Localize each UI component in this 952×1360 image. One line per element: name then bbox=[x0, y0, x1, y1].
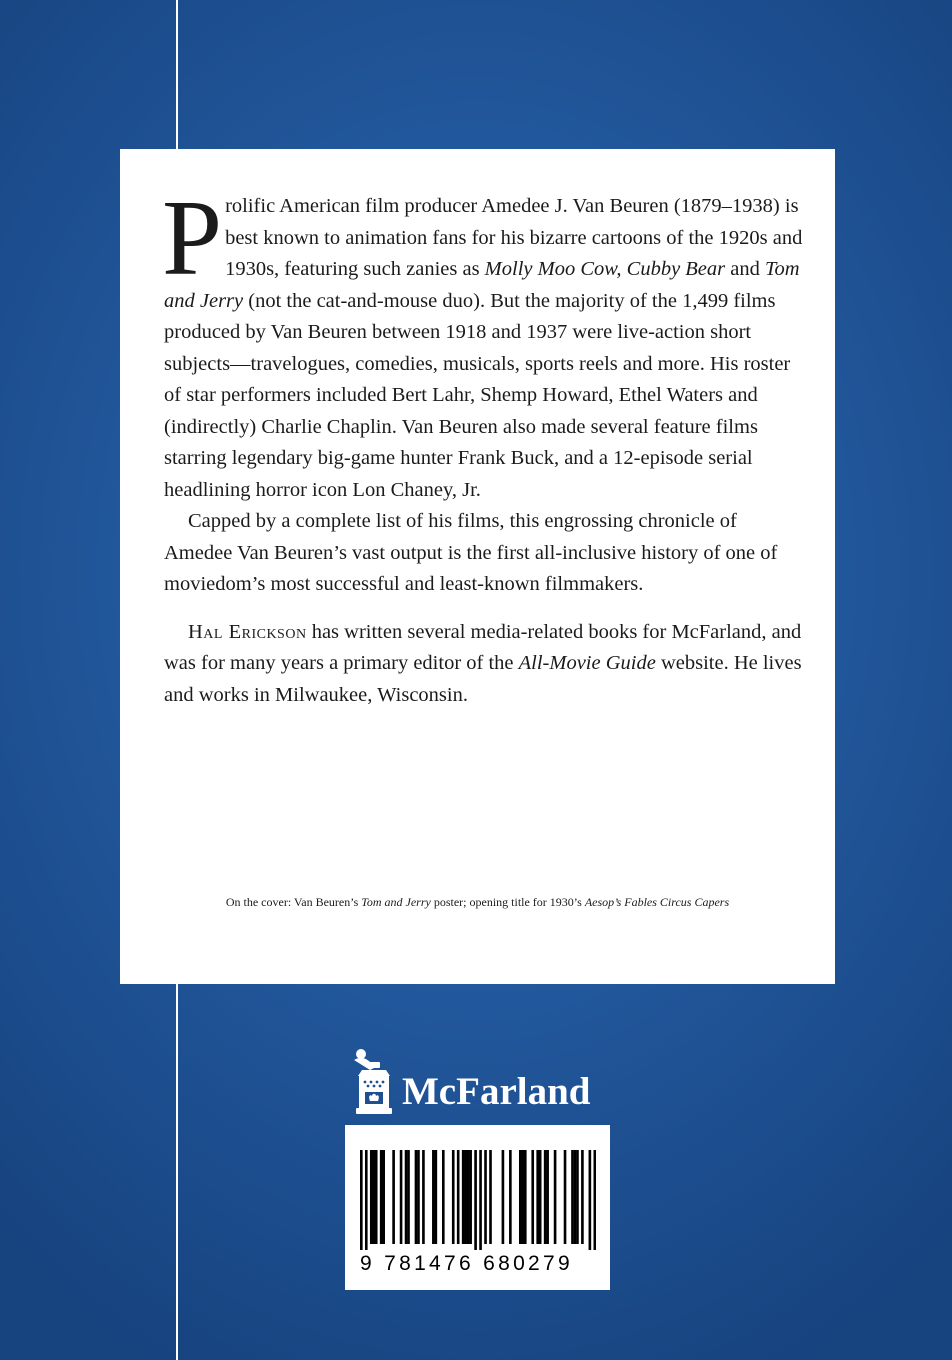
barcode-bar bbox=[400, 1150, 403, 1244]
barcode-bar bbox=[452, 1150, 455, 1244]
barcode-bar bbox=[462, 1150, 465, 1244]
publisher-logo bbox=[350, 1046, 610, 1118]
barcode-bar bbox=[417, 1150, 420, 1244]
cartoon-title: Tom and Jerry bbox=[164, 258, 800, 312]
barcode-bar bbox=[392, 1150, 395, 1244]
description-text-part: and bbox=[725, 258, 765, 280]
poster-title: Tom and Jerry bbox=[361, 895, 431, 909]
drop-cap: P bbox=[162, 179, 223, 298]
barcode-bar bbox=[531, 1150, 534, 1244]
barcode-bar bbox=[405, 1150, 408, 1244]
barcode-bar bbox=[509, 1150, 512, 1244]
description-text-part: (not the cat-and-mouse duo). But the majority of the 1,499 films produced by Van Beuren between 1918 and 1937 were live-action short subjects—travelogues, comedies, musicals, sports reels and more. His roster of star performers included Bert Lahr, Shemp Howard, Ethel Waters and (indirectly) Charlie Chaplin. Van Beuren also made several feature films starring legendary big-game hunter Frank Buck, and a 12-episode serial headlining horror icon Lon Chaney, Jr. bbox=[164, 289, 791, 501]
author-bio-text: has written several media-related books for McFarland, and was for many years a primary editor of the bbox=[164, 620, 802, 674]
barcode-bar bbox=[554, 1150, 557, 1244]
author-name: Hal Erickson bbox=[188, 620, 307, 643]
barcode-bar bbox=[539, 1150, 542, 1244]
barcode-bar bbox=[422, 1150, 425, 1244]
barcode-bar bbox=[442, 1150, 445, 1244]
publisher-name: McFarland bbox=[402, 1070, 591, 1113]
description-text bbox=[162, 179, 804, 711]
barcode-bar bbox=[536, 1150, 539, 1244]
film-title: Aesop’s Fables Circus Capers bbox=[584, 895, 730, 909]
barcode-bar bbox=[360, 1150, 363, 1250]
cover-credit-text: poster; opening title for 1930’s bbox=[430, 895, 585, 909]
barcode-bar bbox=[380, 1150, 383, 1244]
barcode-bar bbox=[474, 1150, 477, 1250]
barcode bbox=[345, 1125, 610, 1290]
barcode-bar bbox=[489, 1150, 492, 1244]
barcode-bar bbox=[407, 1150, 410, 1244]
barcode-bar bbox=[365, 1150, 368, 1250]
barcode-bar bbox=[484, 1150, 487, 1244]
barcode-bar bbox=[479, 1150, 482, 1250]
description-panel bbox=[120, 149, 835, 984]
cover-credit-text: On the cover: Van Beuren’s bbox=[225, 895, 362, 909]
barcode-bar bbox=[457, 1150, 460, 1244]
barcode-bar bbox=[464, 1150, 467, 1244]
barcode-bar bbox=[370, 1150, 373, 1244]
barcode-bar bbox=[375, 1150, 378, 1244]
barcode-bar bbox=[372, 1150, 375, 1244]
barcode-bar bbox=[502, 1150, 505, 1244]
description-paragraph-2: Capped by a complete list of his films, this engrossing chronicle of Amedee Van Beuren’s vast output is the first all-inclusive history of one of moviedom’s most successful and least-known filmmakers. bbox=[164, 510, 778, 595]
barcode-bar bbox=[544, 1150, 547, 1244]
barcode-bar bbox=[415, 1150, 418, 1244]
barcode-bar bbox=[589, 1150, 592, 1250]
barcode-bar bbox=[521, 1150, 524, 1244]
barcode-bar bbox=[467, 1150, 470, 1244]
lantern-icon bbox=[350, 1046, 394, 1118]
barcode-bar bbox=[432, 1150, 435, 1244]
barcode-bar bbox=[519, 1150, 522, 1244]
cover-credit bbox=[120, 895, 835, 910]
barcode-bar bbox=[524, 1150, 527, 1244]
description-paragraph-1 bbox=[162, 179, 804, 506]
website-title: All-Movie Guide bbox=[518, 652, 656, 674]
barcode-bar bbox=[581, 1150, 584, 1244]
barcode-bar bbox=[564, 1150, 567, 1244]
barcode-bar bbox=[382, 1150, 385, 1244]
isbn-number: 9 781476 680279 bbox=[360, 1252, 573, 1275]
author-bio-text: website. He lives and works in Milwaukee, Wisconsin. bbox=[164, 652, 802, 706]
barcode-bar bbox=[571, 1150, 574, 1244]
barcode-bar bbox=[594, 1150, 596, 1250]
barcode-bar bbox=[435, 1150, 438, 1244]
barcode-bar bbox=[469, 1150, 472, 1244]
barcode-bar bbox=[574, 1150, 577, 1244]
barcode-bar bbox=[576, 1150, 579, 1244]
author-bio bbox=[164, 617, 804, 712]
barcode-bars bbox=[360, 1150, 596, 1250]
description-text-part: rolific American film producer Amedee J. Van Beuren (1879–1938) is best known to animation fans for his bizarre cartoons of the 1920s and 1930s, featuring such zanies as bbox=[225, 195, 803, 280]
barcode-bar bbox=[546, 1150, 549, 1244]
cartoon-titles: Molly Moo Cow, Cubby Bear bbox=[484, 258, 726, 280]
